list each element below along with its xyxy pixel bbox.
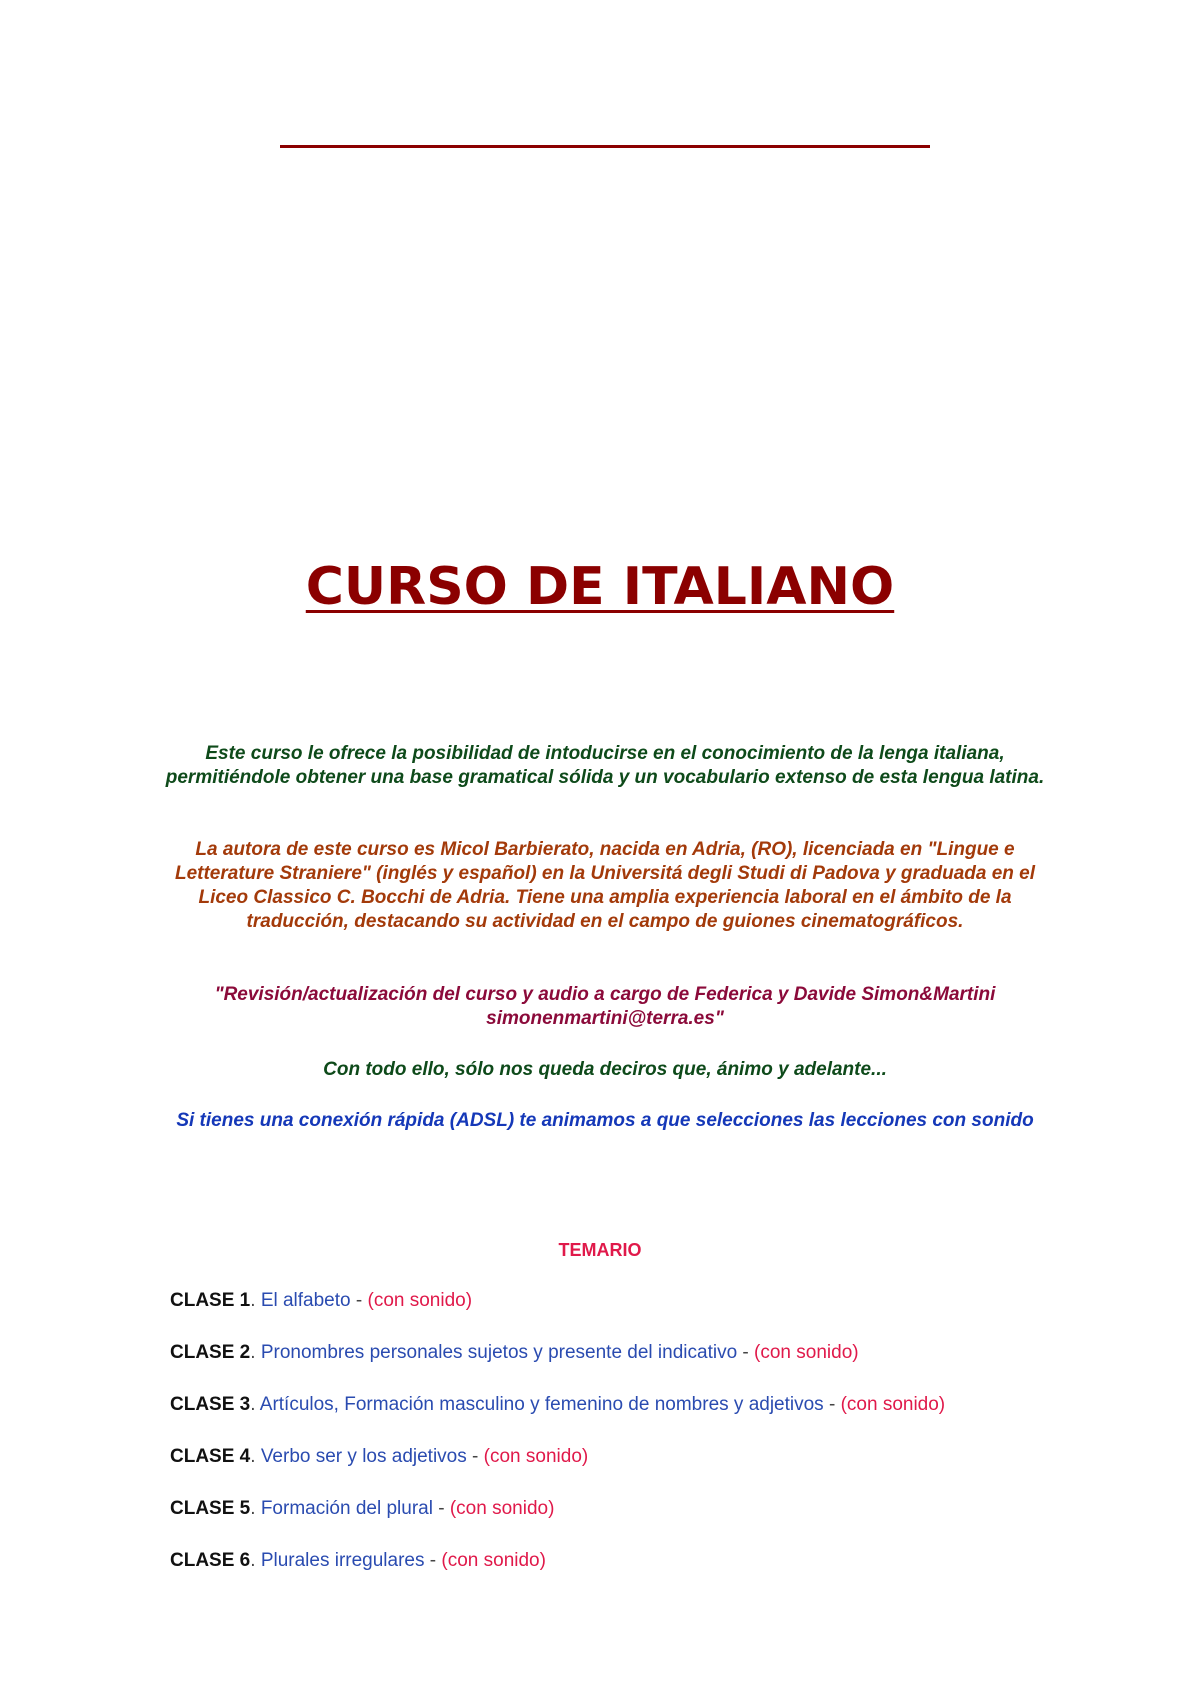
- lesson-number: CLASE 4: [170, 1446, 251, 1467]
- lesson-separator: -: [737, 1342, 755, 1363]
- lesson-topic-link[interactable]: Plurales irregulares: [260, 1550, 425, 1571]
- review-credit-paragraph: "Revisión/actualización del curso y audio a cargo de Federica y Davide Simon&Martini simonenmartini@terra.es": [214, 984, 996, 1029]
- lesson-sound-link[interactable]: (con sonido): [483, 1446, 589, 1467]
- lesson-sound-link[interactable]: (con sonido): [449, 1498, 555, 1519]
- lesson-separator: .: [250, 1290, 261, 1311]
- lesson-sound-link[interactable]: (con sonido): [367, 1290, 473, 1311]
- lesson-list: [170, 1289, 945, 1601]
- lesson-item-4: [170, 1445, 945, 1497]
- lesson-separator: -: [823, 1394, 841, 1415]
- top-divider-rule: [280, 145, 930, 148]
- page-title: CURSO DE ITALIANO: [305, 557, 895, 617]
- lesson-separator: -: [466, 1446, 484, 1467]
- lesson-separator: .: [250, 1342, 261, 1363]
- lesson-topic-link[interactable]: Artículos, Formación masculino y femenino de nombres y adjetivos: [259, 1394, 824, 1415]
- lesson-number: CLASE 1: [170, 1290, 251, 1311]
- temario-heading: TEMARIO: [558, 1240, 642, 1260]
- lesson-separator: .: [250, 1446, 261, 1467]
- lesson-separator: .: [250, 1498, 261, 1519]
- lesson-item-6: [170, 1549, 945, 1601]
- lesson-separator: .: [250, 1550, 261, 1571]
- lesson-topic-link[interactable]: Pronombres personales sujetos y presente del indicativo: [260, 1342, 738, 1363]
- lesson-separator: -: [424, 1550, 442, 1571]
- lesson-number: CLASE 6: [170, 1550, 251, 1571]
- lesson-item-3: [170, 1393, 945, 1445]
- lesson-topic-link[interactable]: El alfabeto: [260, 1290, 351, 1311]
- intro-paragraph: Este curso le ofrece la posibilidad de intoducirse en el conocimiento de la lenga italiana, permitiéndole obtener una base gramatical sólida y un vocabulario extenso de esta lengua latina.: [165, 743, 1045, 788]
- lesson-item-5: [170, 1497, 945, 1549]
- lesson-item-1: [170, 1289, 945, 1341]
- lesson-number: CLASE 2: [170, 1342, 251, 1363]
- encouragement-paragraph: Con todo ello, sólo nos queda deciros que, ánimo y adelante...: [323, 1059, 887, 1080]
- author-paragraph: La autora de este curso es Micol Barbierato, nacida en Adria, (RO), licenciada en "Lingue e Letterature Straniere" (inglés y español) en la Universitá degli Studi di Padova y graduada en el Liceo Classico C. Bocchi de Adria. Tiene una amplia experiencia laboral en el ámbito de la traducción, destacando su actividad en el campo de guiones cinematográficos.: [174, 839, 1036, 932]
- lesson-sound-link[interactable]: (con sonido): [754, 1342, 859, 1363]
- lesson-number: CLASE 5: [170, 1498, 251, 1519]
- lesson-sound-link[interactable]: (con sonido): [441, 1550, 546, 1571]
- lesson-topic-link[interactable]: Formación del plural: [260, 1498, 433, 1519]
- lesson-topic-link[interactable]: Verbo ser y los adjetivos: [260, 1446, 467, 1467]
- lesson-separator: -: [432, 1498, 450, 1519]
- lesson-sound-link[interactable]: (con sonido): [840, 1394, 946, 1415]
- lesson-number: CLASE 3: [170, 1394, 251, 1415]
- lesson-item-2: [170, 1341, 945, 1393]
- lesson-separator: -: [350, 1290, 368, 1311]
- lesson-separator: .: [250, 1394, 260, 1415]
- adsl-note-paragraph: Si tienes una conexión rápida (ADSL) te animamos a que selecciones las lecciones con sonido: [176, 1110, 1034, 1131]
